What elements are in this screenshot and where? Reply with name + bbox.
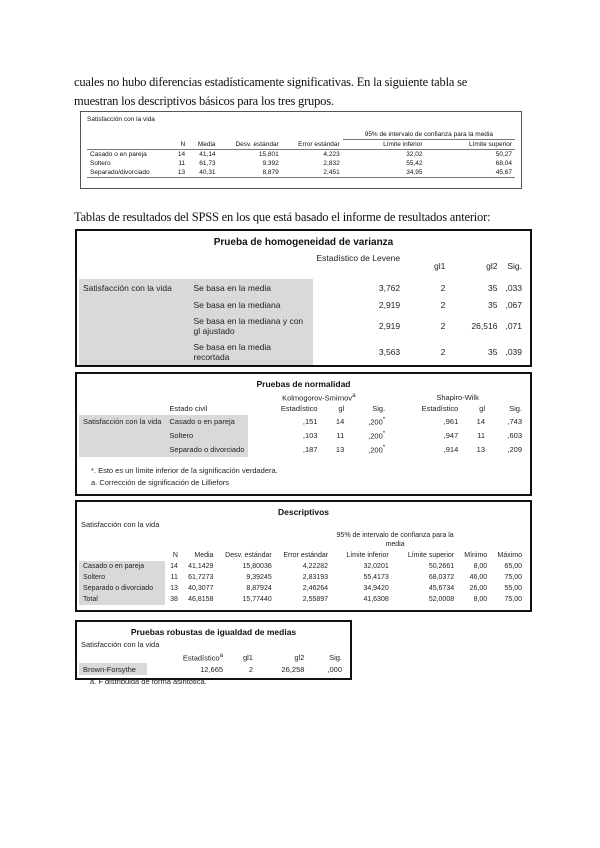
table-row: Soltero 11 61,7273 9,39245 2,83193 55,4173 68,0372 46,00 75,00 bbox=[79, 572, 526, 583]
robust-table: Pruebas robustas de igualdad de medias Satisfacción con la vida Estadístico$^a$ gl1 gl2 Sig. Brown-Forsythe 12,665 2 26,258 ,000 bbox=[75, 620, 352, 680]
normality-col-group: Estado civil bbox=[169, 404, 208, 413]
summary-table bbox=[80, 111, 522, 189]
levene-h-stat: Estadístico de Levene bbox=[316, 253, 401, 263]
table-row: Soltero 11 61,73 9,392 2,832 55,42 68,04 bbox=[90, 160, 512, 167]
levene-row-label: Satisfacción con la vida bbox=[79, 279, 190, 365]
normality-footnote-2: a. Corrección de significación de Lilliefors bbox=[91, 478, 229, 487]
table-row: Soltero ,103 11 ,200* ,947 11 ,603 bbox=[79, 429, 526, 443]
robust-title: Pruebas robustas de igualdad de medias bbox=[130, 627, 297, 637]
descriptivos-ci-header: 95% de intervalo de confianza para la media bbox=[336, 532, 454, 548]
normality-group-ks: Kolmogorov-Smirnov$^a$ bbox=[282, 392, 356, 403]
summary-col-lim-inf: Límite inferior bbox=[343, 140, 426, 150]
normality-row-label: Satisfacción con la vida bbox=[79, 415, 165, 457]
summary-col-lim-sup: Límite superior bbox=[426, 140, 516, 150]
summary-col-error: Error estándar bbox=[282, 140, 343, 150]
summary-table-caption: Satisfacción con la vida bbox=[87, 116, 155, 123]
levene-title: Prueba de homogeneidad de varianza bbox=[213, 237, 394, 248]
descriptivos-table: Descriptivos Satisfacción con la vida 95% de intervalo de confianza para la media N Media Desv. estándar Error estándar Límite inferior Límite superior Mínimo Máximo Casado o en pareja 14 41,1429 15,80036 4,22282 32,0201 50,2661 8,00 65,00 Soltero 11 61,7273 9,39245 2,83193 55,4173 68,0372 46,00 75,00 Separado o divorciado 13 40,3077 8,87924 2,46264 34,9420 45,6734 26,00 55,00 Total 38 46,8158 15,77440 2,55897 41,6308 52,0008 8,00 75,00 bbox=[75, 500, 532, 612]
table-row: Se basa en la media recortada 3,563 2 35 ,039 bbox=[79, 339, 526, 365]
robust-footnote: a. F distribuida de forma asintótica. bbox=[90, 677, 207, 686]
table-row: Se basa en la mediana y con gl ajustado 2,919 2 26,516 ,071 bbox=[79, 313, 526, 339]
intro-line-2: muestran los descriptivos básicos para los tres grupos. bbox=[74, 94, 334, 108]
levene-h-sig: Sig. bbox=[507, 261, 522, 271]
levene-h-gl2: gl2 bbox=[486, 261, 498, 271]
levene-h-gl1: gl1 bbox=[434, 261, 446, 271]
summary-col-0 bbox=[87, 140, 171, 150]
summary-table-grid bbox=[87, 130, 515, 178]
levene-table bbox=[75, 229, 532, 367]
table-row: Satisfacción con la vida Se basa en la media 3,762 2 35 ,033 bbox=[79, 279, 526, 296]
normality-table: Pruebas de normalidad Kolmogorov-Smirnov$^a$ Shapiro-Wilk Estado civil Estadístico gl Sig. Estadístico gl Sig. Satisfacción con la vida Casado o en pareja ,151 14 ,200* ,961 14 ,743 Soltero ,103 11 ,200* ,947 11 ,603 Separado o divorciado ,187 13 ,200* ,914 13 ,209 *. Esto es un límite inferior de la significación verdadera. a. Corrección de significación de Lilliefors bbox=[75, 372, 532, 496]
table-row: Total 38 46,8158 15,77440 2,55897 41,6308 52,0008 8,00 75,00 bbox=[79, 594, 526, 605]
summary-ci-header: 95% de intervalo de confianza para la media bbox=[343, 130, 515, 140]
table-row: Separado o divorciado ,187 13 ,200* ,914 13 ,209 bbox=[79, 443, 526, 457]
spss-intro: Tablas de resultados del SPSS en los que está basado el informe de resultados anterior: bbox=[74, 210, 491, 224]
table-row: Casado o en pareja 14 41,1429 15,80036 4,22282 32,0201 50,2661 8,00 65,00 bbox=[79, 561, 526, 572]
table-row: Se basa en la mediana 2,919 2 35 ,067 bbox=[79, 296, 526, 313]
normality-group-sw: Shapiro-Wilk bbox=[436, 392, 479, 402]
table-row: Separado o divorciado 13 40,3077 8,87924 2,46264 34,9420 45,6734 26,00 55,00 bbox=[79, 583, 526, 594]
summary-col-media: Media bbox=[188, 140, 218, 150]
robust-subtitle: Satisfacción con la vida bbox=[81, 640, 160, 649]
table-row: Satisfacción con la vida Casado o en pareja ,151 14 ,200* ,961 14 ,743 bbox=[79, 415, 526, 429]
summary-col-n: N bbox=[171, 140, 188, 150]
table-row: Casado o en pareja 14 41,14 15,801 4,223 32,02 50,27 bbox=[90, 151, 512, 158]
table-row: Brown-Forsythe 12,665 2 26,258 ,000 bbox=[79, 663, 346, 675]
summary-col-desv: Desv. estándar bbox=[219, 140, 282, 150]
normality-title: Pruebas de normalidad bbox=[256, 379, 351, 389]
table-row: Separado/divorciado 13 40,31 8,879 2,451 34,95 45,67 bbox=[87, 168, 515, 178]
descriptivos-title: Descriptivos bbox=[277, 507, 330, 517]
normality-footnote-1: *. Esto es un límite inferior de la significación verdadera. bbox=[91, 466, 278, 475]
intro-line-1: cuales no hubo diferencias estadísticamente significativas. En la siguiente tabla se bbox=[74, 75, 468, 89]
descriptivos-subtitle: Satisfacción con la vida bbox=[81, 520, 160, 529]
